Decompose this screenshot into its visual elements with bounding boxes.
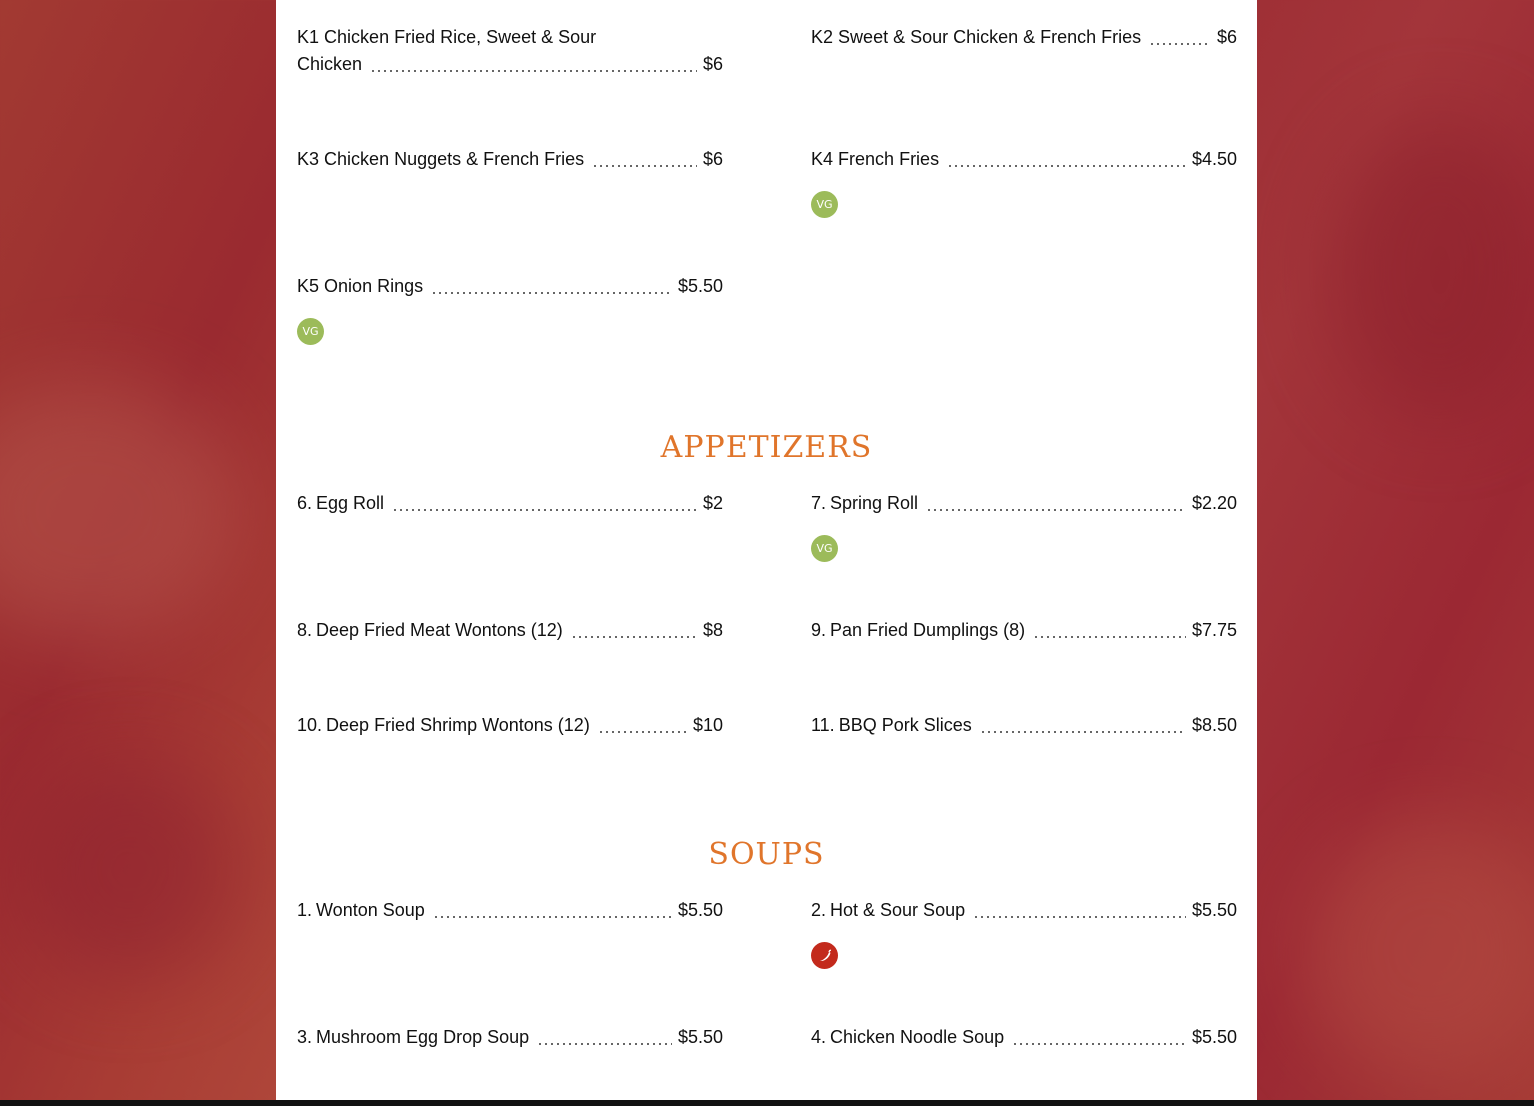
menu-item-name: Mushroom Egg Drop Soup bbox=[316, 1027, 530, 1047]
menu-item-k1 bbox=[297, 24, 723, 78]
menu-page bbox=[276, 0, 1257, 1100]
dot-leader bbox=[598, 731, 687, 733]
menu-item-price: $2 bbox=[702, 493, 723, 513]
menu-item-soup bbox=[297, 1024, 723, 1051]
menu-item-appetizer bbox=[811, 712, 1237, 739]
menu-item-price: $6 bbox=[702, 54, 723, 74]
menu-item-name: Chicken Fried Rice, Sweet & Sour bbox=[324, 27, 597, 47]
dot-leader bbox=[947, 165, 1186, 167]
menu-item-number: 7. bbox=[811, 493, 827, 513]
menu-item-name: Pan Fried Dumplings (8) bbox=[830, 620, 1026, 640]
menu-item-number: 3. bbox=[297, 1027, 313, 1047]
vegan-badge-icon: VG bbox=[811, 535, 838, 562]
menu-item-price: $8.50 bbox=[1191, 715, 1237, 735]
vegan-badge-icon: VG bbox=[297, 318, 324, 345]
menu-item-name: BBQ Pork Slices bbox=[838, 715, 972, 735]
menu-item-price: $6 bbox=[1216, 27, 1237, 47]
dot-leader bbox=[1012, 1043, 1186, 1045]
vegan-badge-icon: VG bbox=[811, 191, 838, 218]
menu-item-soup bbox=[297, 897, 723, 924]
menu-item-price: $5.50 bbox=[677, 900, 723, 920]
menu-item-k5 bbox=[297, 273, 723, 300]
menu-item-name: Egg Roll bbox=[316, 493, 385, 513]
menu-item-number: 11. bbox=[811, 715, 835, 735]
menu-item-name: French Fries bbox=[838, 149, 940, 169]
menu-item-name: Hot & Sour Soup bbox=[830, 900, 966, 920]
menu-item-number: 10. bbox=[297, 715, 323, 735]
dot-leader bbox=[370, 70, 697, 72]
chili-pepper-icon bbox=[811, 942, 838, 969]
menu-item-soup bbox=[811, 1024, 1237, 1051]
dot-leader bbox=[592, 165, 697, 167]
dot-leader bbox=[537, 1043, 672, 1045]
background-blob bbox=[20, 760, 240, 980]
menu-item-appetizer bbox=[811, 490, 1237, 517]
menu-item-number: 1. bbox=[297, 900, 313, 920]
dot-leader bbox=[392, 509, 697, 511]
menu-item-price: $2.20 bbox=[1191, 493, 1237, 513]
menu-item-price: $8 bbox=[702, 620, 723, 640]
menu-item-number: 8. bbox=[297, 620, 313, 640]
dot-leader bbox=[433, 916, 672, 918]
menu-item-name: Sweet & Sour Chicken & French Fries bbox=[838, 27, 1142, 47]
menu-item-name: Deep Fried Meat Wontons (12) bbox=[316, 620, 563, 640]
dot-leader bbox=[980, 731, 1186, 733]
menu-item-price: $10 bbox=[692, 715, 723, 735]
menu-item-code: K2 bbox=[811, 27, 834, 47]
menu-item-price: $5.50 bbox=[677, 1027, 723, 1047]
menu-item-price: $7.75 bbox=[1191, 620, 1237, 640]
background-blob bbox=[1300, 820, 1534, 1080]
dot-leader bbox=[973, 916, 1186, 918]
menu-item-number: 6. bbox=[297, 493, 313, 513]
bottom-bar bbox=[0, 1100, 1534, 1106]
menu-item-price: $4.50 bbox=[1191, 149, 1237, 169]
menu-item-name: Chicken Nuggets & French Fries bbox=[324, 149, 585, 169]
menu-item-name: Deep Fried Shrimp Wontons (12) bbox=[326, 715, 590, 735]
menu-item-name: Spring Roll bbox=[830, 493, 919, 513]
menu-item-code: K3 bbox=[297, 149, 320, 169]
background-blob bbox=[1330, 120, 1534, 420]
menu-item-name: Wonton Soup bbox=[316, 900, 425, 920]
menu-item-name: Onion Rings bbox=[324, 276, 424, 296]
menu-item-appetizer bbox=[811, 617, 1237, 644]
menu-item-soup bbox=[811, 897, 1237, 924]
menu-item-name: Chicken bbox=[297, 54, 363, 74]
background-blob bbox=[0, 380, 240, 640]
menu-item-code: K5 bbox=[297, 276, 320, 296]
menu-item-price: $5.50 bbox=[1191, 900, 1237, 920]
menu-item-k4 bbox=[811, 146, 1237, 173]
menu-item-appetizer bbox=[297, 617, 723, 644]
menu-item-appetizer bbox=[297, 712, 723, 739]
menu-item-k3 bbox=[297, 146, 723, 173]
menu-item-k2 bbox=[811, 24, 1237, 51]
menu-item-code: K4 bbox=[811, 149, 834, 169]
dot-leader bbox=[926, 509, 1186, 511]
menu-item-number: 4. bbox=[811, 1027, 827, 1047]
menu-item-code: K1 bbox=[297, 27, 320, 47]
menu-item-price: $6 bbox=[702, 149, 723, 169]
menu-item-price: $5.50 bbox=[677, 276, 723, 296]
menu-item-number: 9. bbox=[811, 620, 827, 640]
menu-item-number: 2. bbox=[811, 900, 827, 920]
menu-item-name-line bbox=[297, 24, 723, 51]
chili-pepper-icon bbox=[817, 948, 833, 964]
dot-leader bbox=[431, 292, 672, 294]
menu-item-price: $5.50 bbox=[1191, 1027, 1237, 1047]
menu-item-appetizer bbox=[297, 490, 723, 517]
dot-leader bbox=[1149, 43, 1211, 45]
section-title-appetizers: APPETIZERS bbox=[660, 430, 873, 465]
section-title-soups: SOUPS bbox=[708, 837, 825, 872]
dot-leader bbox=[571, 636, 697, 638]
menu-item-name: Chicken Noodle Soup bbox=[830, 1027, 1005, 1047]
dot-leader bbox=[1033, 636, 1186, 638]
